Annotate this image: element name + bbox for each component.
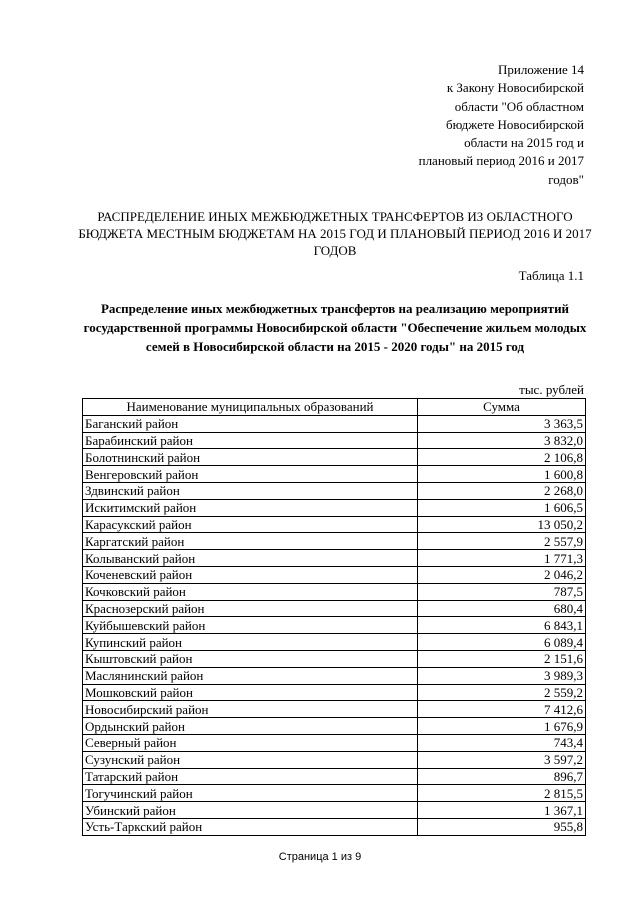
district-name: Северный район [83,734,418,751]
table-row [83,432,586,449]
table-row [83,482,586,499]
district-name: Сузунский район [83,751,418,768]
district-sum: 3 989,3 [418,667,586,684]
table-row [83,650,586,667]
district-sum: 6 089,4 [418,634,586,651]
district-name: Барабинский район [83,432,418,449]
district-name: Татарский район [83,768,418,785]
district-sum: 6 843,1 [418,617,586,634]
appendix-line: Приложение 14 [497,62,584,77]
units-label: тыс. рублей [519,382,584,397]
appendix-header [384,61,584,189]
table-header-row [83,399,586,416]
district-name: Искитимский район [83,499,418,516]
district-sum: 3 363,5 [418,415,586,432]
district-sum: 1 367,1 [418,802,586,819]
district-name: Ордынский район [83,718,418,735]
district-sum: 680,4 [418,600,586,617]
table-row [83,684,586,701]
table-row [83,734,586,751]
appendix-line: годов" [548,171,584,187]
appendix-line: бюджете Новосибирской [445,116,584,132]
district-sum: 3 597,2 [418,751,586,768]
district-sum: 1 600,8 [418,466,586,483]
table-row [83,701,586,718]
district-sum: 7 412,6 [418,701,586,718]
district-name: Краснозерский район [83,600,418,617]
district-name: Венгеровский район [83,466,418,483]
column-header-sum: Сумма [418,399,586,416]
table-row [83,751,586,768]
district-sum: 1 606,5 [418,499,586,516]
district-name: Маслянинский район [83,667,418,684]
column-header-name: Наименование муниципальных образований [83,399,418,416]
district-sum: 2 268,0 [418,482,586,499]
district-name: Колыванский район [83,550,418,567]
table-body [83,415,586,835]
table-row [83,516,586,533]
table-row [83,533,586,550]
table-row [83,718,586,735]
district-name: Кочковский район [83,583,418,600]
table-row [83,802,586,819]
district-name: Болотнинский район [83,449,418,466]
district-name: Баганский район [83,415,418,432]
appendix-line: области "Об областном [454,98,584,114]
district-sum: 2 557,9 [418,533,586,550]
district-sum: 896,7 [418,768,586,785]
district-sum: 955,8 [418,818,586,835]
district-sum: 3 832,0 [418,432,586,449]
district-name: Усть-Таркский район [83,818,418,835]
table-row [83,466,586,483]
district-name: Здвинский район [83,482,418,499]
district-sum: 1 771,3 [418,550,586,567]
table-number: Таблица 1.1 [518,268,584,283]
district-name: Купинский район [83,634,418,651]
table-row [83,449,586,466]
district-sum: 787,5 [418,583,586,600]
table-row [83,634,586,651]
appendix-line: к Закону Новосибирской [446,80,584,96]
district-name: Карасукский район [83,516,418,533]
table-row [83,667,586,684]
district-sum: 2 559,2 [418,684,586,701]
table-row [83,499,586,516]
page-number: Страница 1 из 9 [278,851,362,863]
district-sum: 1 676,9 [418,718,586,735]
district-name: Куйбышевский район [83,617,418,634]
table-row [83,415,586,432]
document-title: РАСПРЕДЕЛЕНИЕ ИНЫХ МЕЖБЮДЖЕТНЫХ ТРАНСФЕРТОВ ИЗ ОБЛАСТНОГО БЮДЖЕТА МЕСТНЫМ БЮДЖЕТАМ НА 2015 ГОД И ПЛАНОВЫЙ ПЕРИОД 2016 И 2017 ГОДОВ [78,209,592,258]
district-name: Каргатский район [83,533,418,550]
district-sum: 2 106,8 [418,449,586,466]
table-row [83,600,586,617]
table-row [83,818,586,835]
district-name: Коченевский район [83,566,418,583]
table-subtitle: Распределение иных межбюджетных трансфертов на реализацию мероприятий государственной программы Новосибирской области "Обеспечение жильем молодых семей в Новосибирской области на 2015 - 2020 годы" на 2015 год [83,301,587,354]
appendix-line: плановый период 2016 и 2017 [418,153,584,169]
district-sum: 743,4 [418,734,586,751]
district-sum: 2 815,5 [418,785,586,802]
district-name: Мошковский район [83,684,418,701]
table-row [83,550,586,567]
district-name: Кыштовский район [83,650,418,667]
table-row [83,583,586,600]
district-sum: 13 050,2 [418,516,586,533]
district-sum: 2 151,6 [418,650,586,667]
table-row [83,617,586,634]
district-name: Тогучинский район [83,785,418,802]
district-name: Новосибирский район [83,701,418,718]
table-row [83,566,586,583]
table-row [83,768,586,785]
district-name: Убинский район [83,802,418,819]
appendix-line: области на 2015 год и [464,135,584,151]
table-row [83,785,586,802]
district-sum: 2 046,2 [418,566,586,583]
transfers-table [82,398,586,836]
